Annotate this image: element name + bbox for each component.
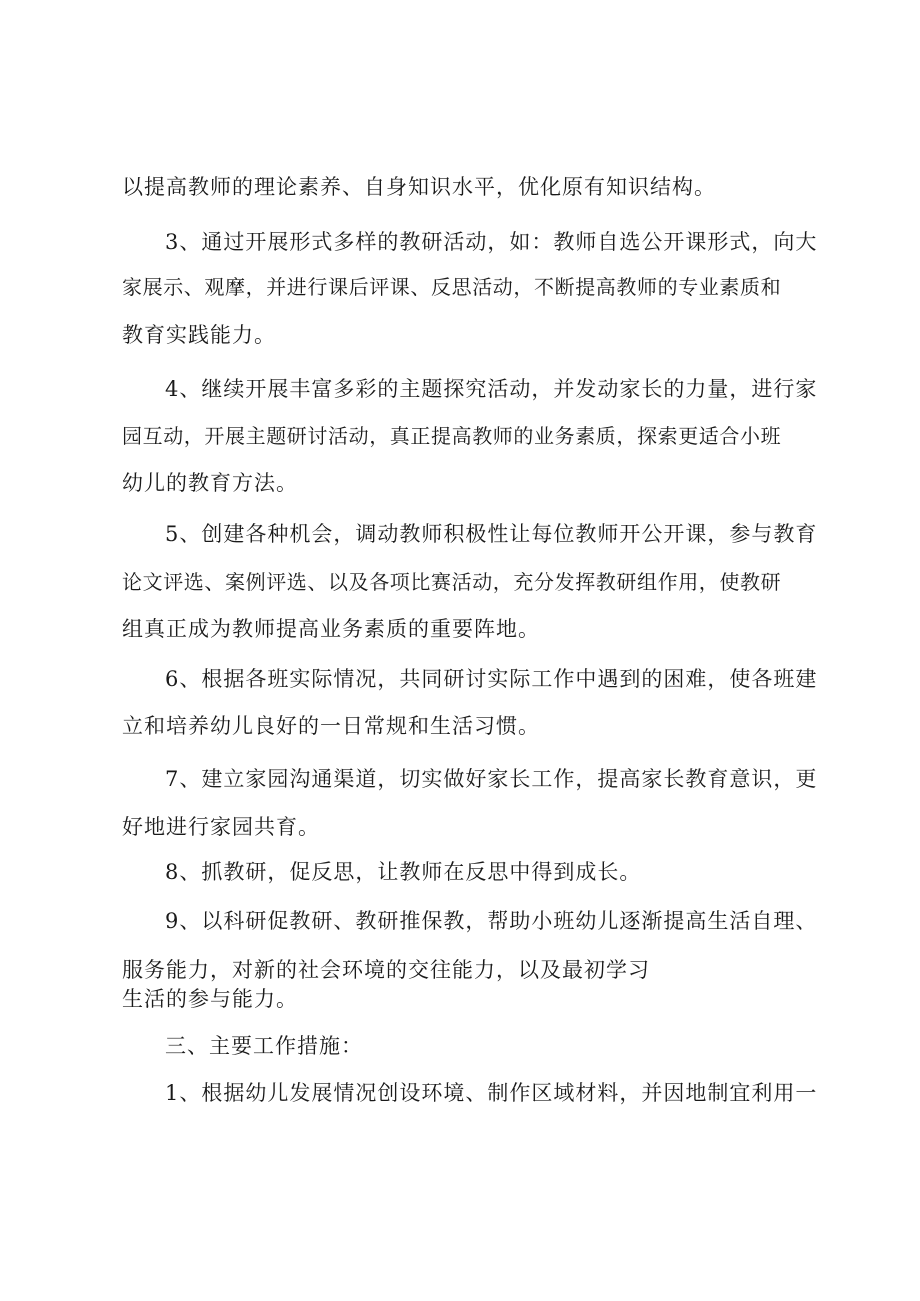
paragraph-line: 4、继续开展丰富多彩的主题探究活动，并发动家长的力量，进行家 bbox=[165, 377, 818, 401]
paragraph-line: 以提高教师的理论素养、自身知识水平，优化原有知识结构。 bbox=[122, 175, 716, 199]
paragraph-line: 教育实践能力。 bbox=[122, 323, 276, 347]
paragraph-line: 立和培养幼儿良好的一日常规和生活习惯。 bbox=[122, 714, 540, 738]
paragraph-line: 1、根据幼儿发展情况创设环境、制作区域材料，并因地制宜利用一 bbox=[165, 1081, 818, 1105]
paragraph-line: 6、根据各班实际情况，共同研讨实际工作中遇到的困难，使各班建 bbox=[165, 667, 818, 691]
paragraph-line: 7、建立家园沟通渠道，切实做好家长工作，提高家长教育意识，更 bbox=[165, 767, 818, 791]
paragraph-line: 服务能力，对新的社会环境的交往能力，以及最初学习 bbox=[122, 958, 650, 982]
paragraph-line: 生活的参与能力。 bbox=[122, 987, 298, 1011]
paragraph-line: 5、创建各种机会，调动教师积极性让每位教师开公开课，参与教育 bbox=[165, 522, 818, 546]
paragraph-line: 9、以科研促教研、教研推保教，帮助小班幼儿逐渐提高生活自理、 bbox=[165, 909, 818, 933]
paragraph-line: 组真正成为教师提高业务素质的重要阵地。 bbox=[122, 617, 540, 641]
paragraph-line: 幼儿的教育方法。 bbox=[122, 471, 298, 495]
paragraph-line: 8、抓教研，促反思，让教师在反思中得到成长。 bbox=[165, 860, 642, 884]
paragraph-line: 家展示、观摩，并进行课后评课、反思活动，不断提高教师的专业素质和 bbox=[122, 275, 782, 299]
paragraph-line: 园互动，开展主题研讨活动，真正提高教师的业务素质，探索更适合小班 bbox=[122, 424, 782, 448]
paragraph-line: 3、通过开展形式多样的教研活动，如：教师自选公开课形式，向大 bbox=[165, 230, 818, 254]
section-heading: 三、主要工作措施： bbox=[165, 1034, 363, 1058]
paragraph-line: 好地进行家园共育。 bbox=[122, 815, 320, 839]
paragraph-line: 论文评选、案例评选、以及各项比赛活动，充分发挥教研组作用，使教研 bbox=[122, 570, 782, 594]
